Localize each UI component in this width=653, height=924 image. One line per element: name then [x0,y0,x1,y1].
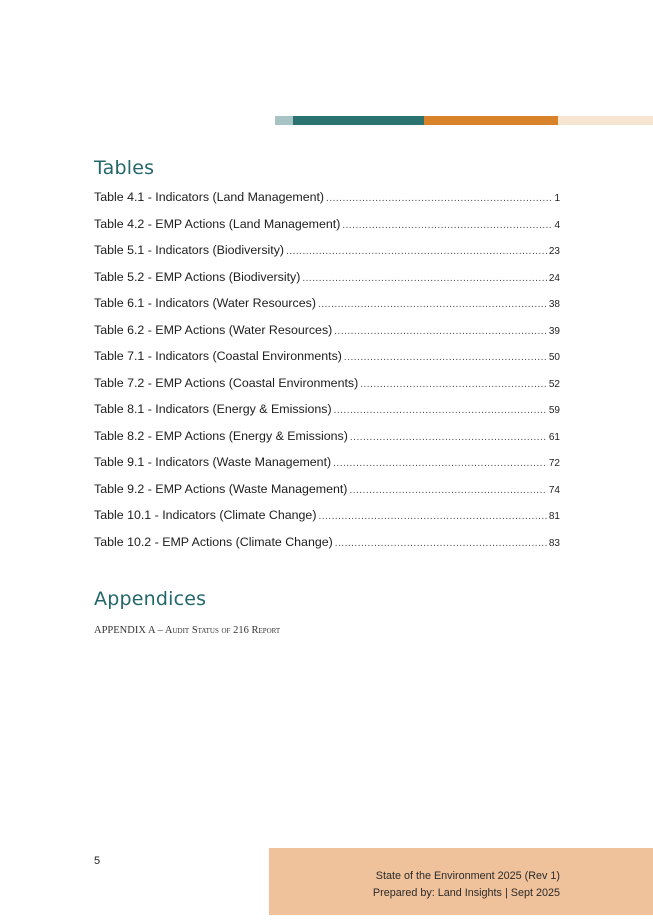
toc-entry-page: 61 [548,431,560,443]
toc-entry-label: Table 8.1 - Indicators (Energy & Emissions) [94,402,332,416]
footer-report-title: State of the Environment 2025 (Rev 1) [375,870,560,882]
toc-entry[interactable] [94,535,560,562]
toc-leader-dots [360,379,547,390]
page-number: 5 [94,855,101,867]
appendices-heading: Appendices [94,588,207,610]
toc-leader-dots [334,405,547,416]
color-bar-segment-orange [424,116,558,125]
toc-entry[interactable] [94,243,560,270]
color-bar-segment-cream [558,116,653,125]
toc-leader-dots [318,511,546,522]
toc-leader-dots [335,538,547,549]
toc-entry[interactable] [94,429,560,456]
toc-entry-page: 81 [548,511,560,522]
toc-entry-page: 38 [548,299,560,310]
toc-entry-label: Table 6.1 - Indicators (Water Resources) [94,296,316,310]
toc-leader-dots [333,458,547,469]
toc-entry[interactable] [94,482,560,509]
toc-entry-page: 4 [554,219,560,231]
toc-entry-page: 24 [548,272,560,284]
toc-entry[interactable] [94,349,560,376]
toc-entry-label: Table 5.2 - EMP Actions (Biodiversity) [94,269,301,284]
toc-entry-label: Table 10.1 - Indicators (Climate Change) [94,508,317,522]
toc-leader-dots [349,485,546,496]
toc-entry-page: 52 [548,378,560,390]
toc-entry[interactable] [94,323,560,350]
toc-entry-label: Table 7.1 - Indicators (Coastal Environments) [94,349,342,363]
toc-entry[interactable] [94,508,560,535]
footer-banner [269,848,653,915]
toc-entry[interactable] [94,296,560,323]
toc-leader-dots [286,246,547,257]
toc-entry-label: Table 4.2 - EMP Actions (Land Management) [94,216,341,231]
toc-entry-page: 59 [548,405,560,416]
toc-entry-label: Table 9.2 - EMP Actions (Waste Management) [94,481,348,496]
toc-entry-label: Table 8.2 - EMP Actions (Energy & Emissions) [94,428,348,443]
toc-entry-page: 50 [548,352,560,363]
toc-entry-page: 83 [548,537,560,549]
toc-entry-page: 1 [554,193,560,204]
toc-leader-dots [302,273,547,284]
toc-entry[interactable] [94,270,560,297]
toc-leader-dots [344,352,547,363]
toc-leader-dots [326,193,552,204]
toc-entry-page: 23 [548,246,560,257]
toc-entry-label: Table 5.1 - Indicators (Biodiversity) [94,243,285,257]
toc-leader-dots [350,432,547,443]
toc-entry-label: Table 6.2 - EMP Actions (Water Resources) [94,322,333,337]
color-bar-segment-light-teal [275,116,293,125]
toc-entry[interactable] [94,217,560,244]
color-bar-segment-teal [293,116,424,125]
toc-entry[interactable] [94,402,560,429]
toc-entry[interactable] [94,376,560,403]
toc-entry[interactable] [94,455,560,482]
tables-heading: Tables [94,157,155,179]
toc-entry-page: 74 [548,484,560,496]
toc-leader-dots [318,299,547,310]
toc-entry-page: 72 [548,458,560,469]
tables-toc-list [94,190,560,561]
header-color-bar [275,116,653,125]
toc-leader-dots [342,220,552,231]
toc-entry[interactable] [94,190,560,217]
toc-entry-label: Table 10.2 - EMP Actions (Climate Change) [94,534,333,549]
footer-prepared-by: Prepared by: Land Insights | Sept 2025 [372,887,560,899]
toc-leader-dots [334,326,547,337]
toc-entry-label: Table 4.1 - Indicators (Land Management) [94,190,325,204]
appendix-a-link[interactable]: APPENDIX A – Audit Status of 216 Report [94,625,281,636]
toc-entry-label: Table 9.1 - Indicators (Waste Management) [94,455,332,469]
toc-entry-page: 39 [548,325,560,337]
toc-entry-label: Table 7.2 - EMP Actions (Coastal Environments) [94,375,359,390]
